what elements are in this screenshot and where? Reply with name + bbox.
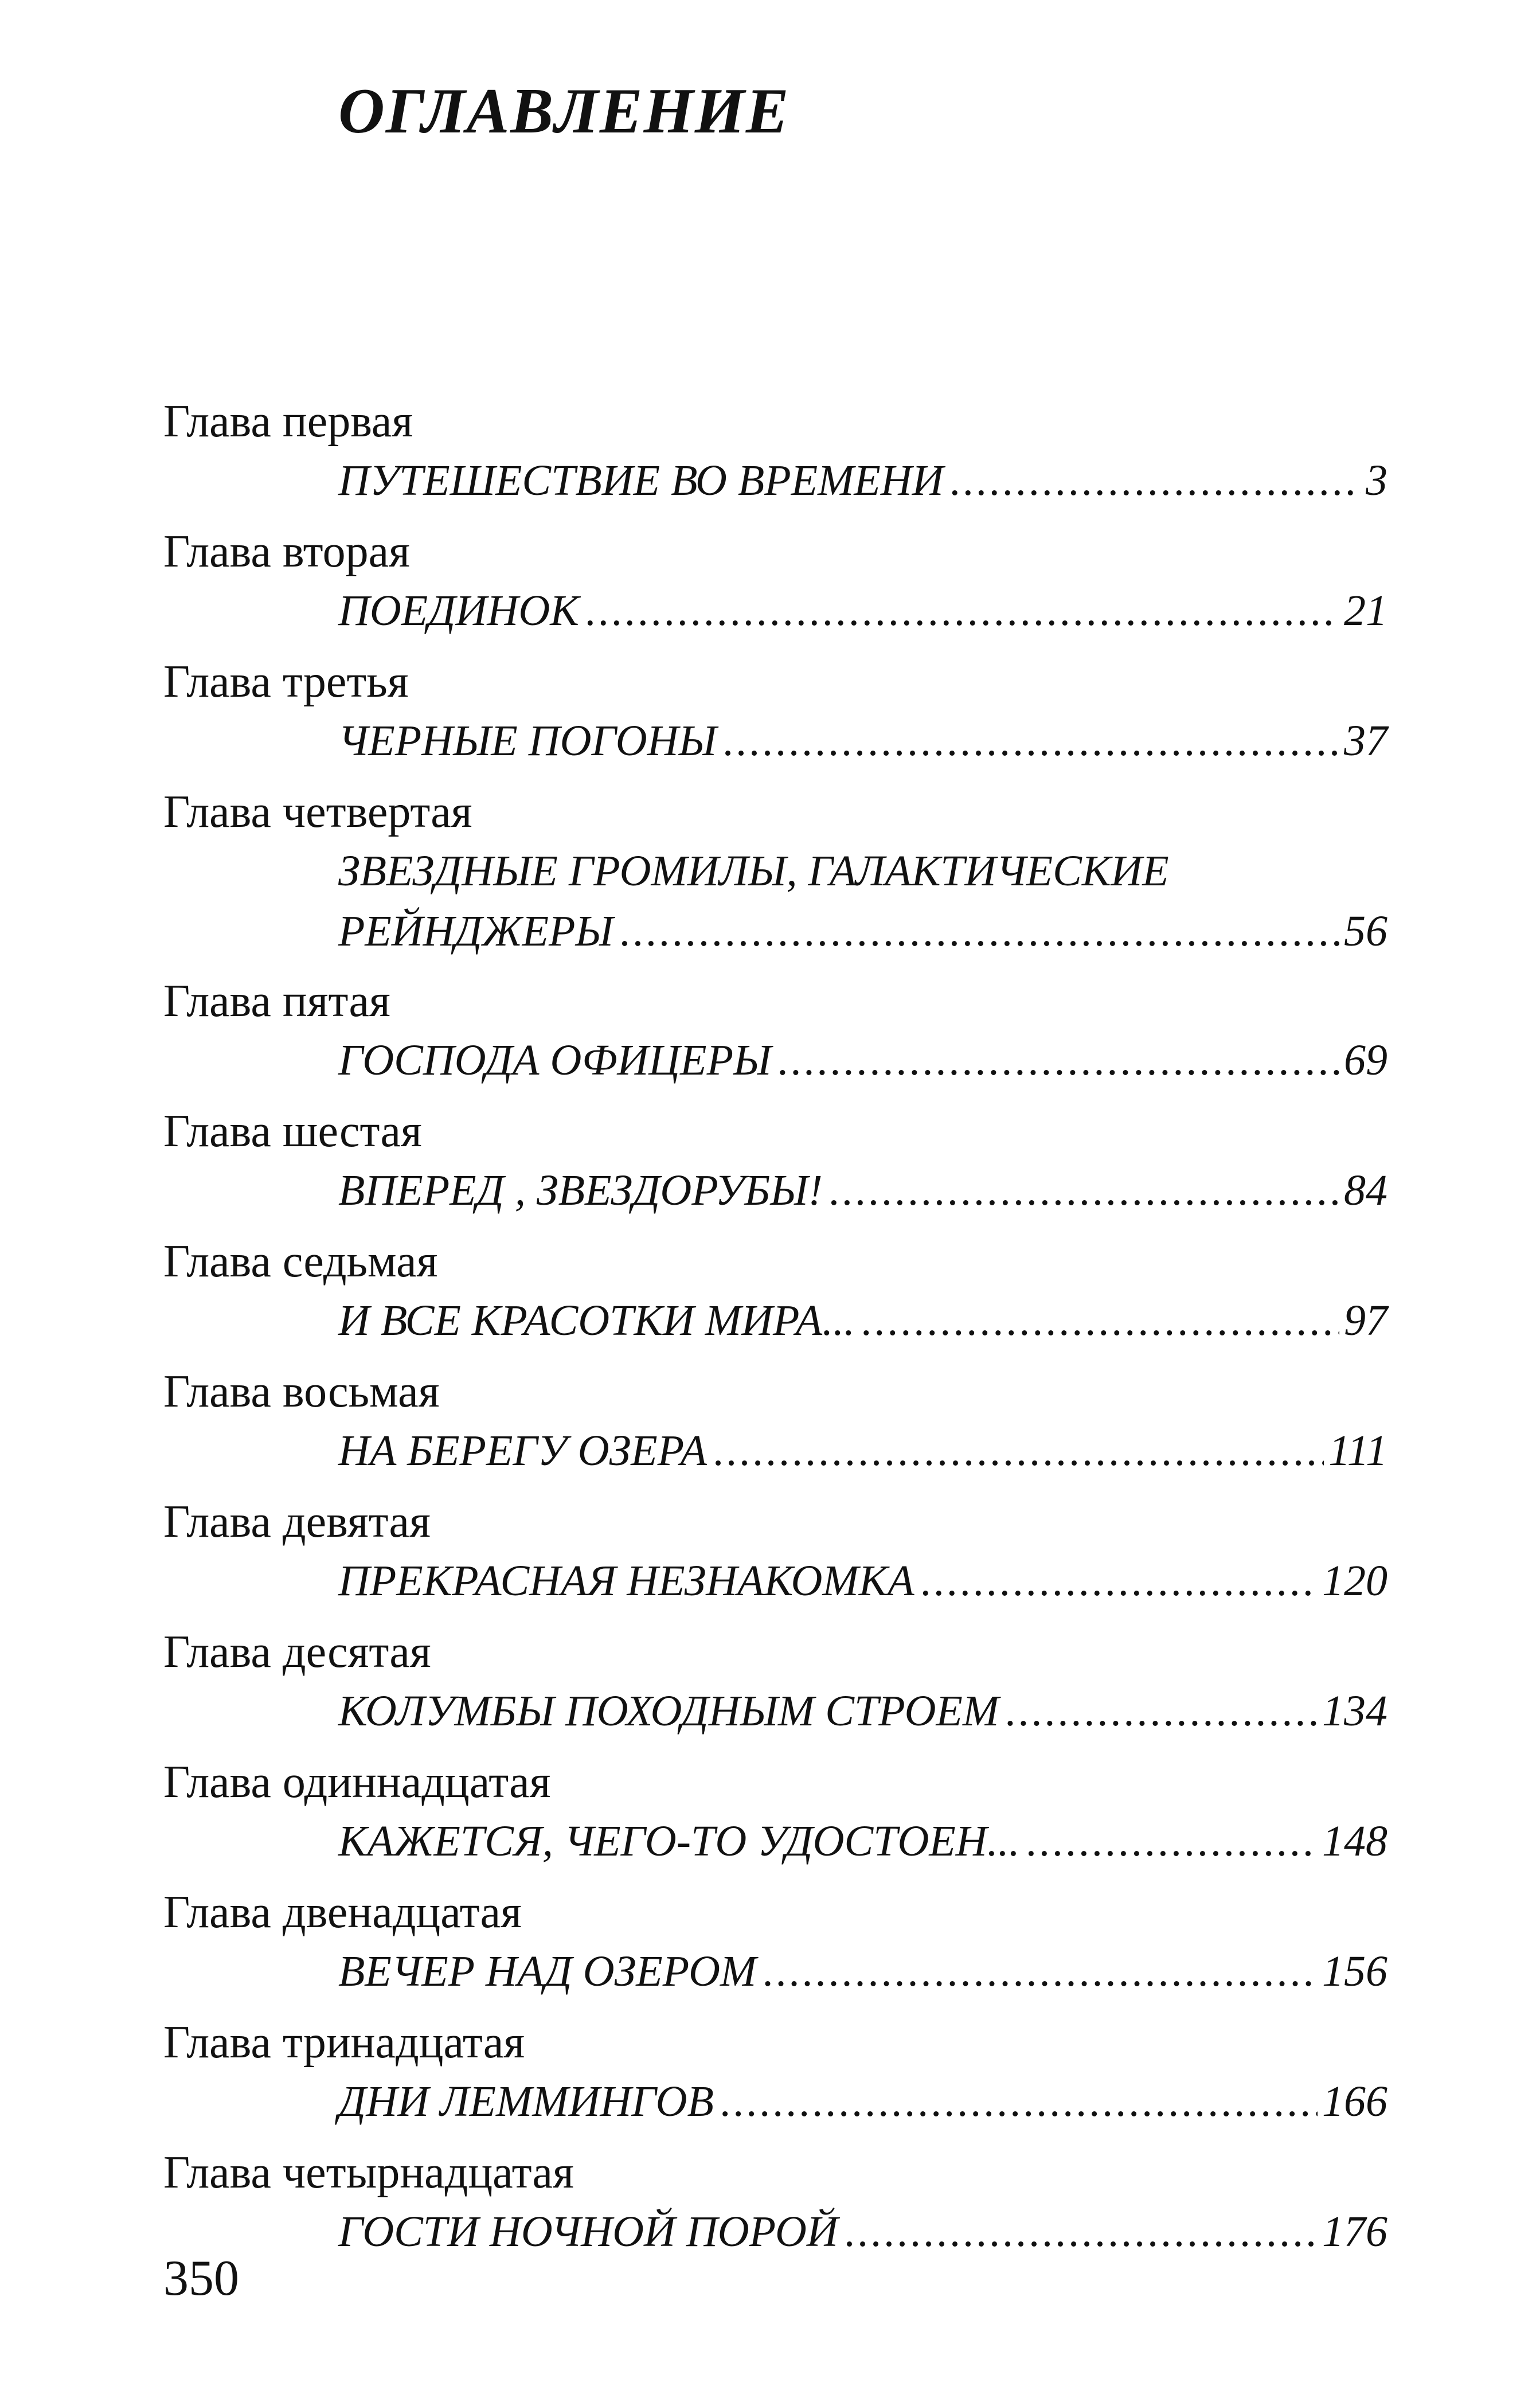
chapter-title-row [338,1819,1387,1863]
chapter-page-number: 56 [1344,907,1387,955]
toc-entry [163,2147,1396,2280]
chapter-title: ПУТЕШЕСТВИЕ ВО ВРЕМЕНИ [338,456,944,505]
toc-entry [163,396,1396,529]
chapter-title: ЧЕРНЫЕ ПОГОНЫ [338,717,717,765]
chapter-title: И ВСЕ КРАСОТКИ МИРА... [338,1296,855,1345]
chapter-title: ПРЕКРАСНАЯ НЕЗНАКОМКА [338,1557,914,1605]
chapter-label: Глава первая [163,396,413,447]
toc-entry [163,2017,1396,2150]
chapter-title-row [338,719,1387,763]
leader-dots [620,909,1339,953]
chapter-label: Глава четвертая [163,787,472,837]
chapter-title: РЕЙНДЖЕРЫ [338,907,613,955]
chapter-title-row [338,1166,1387,1214]
chapter-label: Глава двенадцатая [163,1887,522,1938]
page-title: ОГЛАВЛЕНИЕ [338,76,790,147]
toc-entry [163,1236,1396,1369]
leader-dots [778,1038,1339,1082]
leader-dots [721,2080,1318,2123]
chapter-title-row [338,587,1387,635]
chapter-title-row [338,1296,1387,1345]
page-number: 350 [163,2251,239,2306]
chapter-label: Глава шестая [163,1106,422,1157]
chapter-page-number: 37 [1344,717,1387,765]
chapter-page-number: 176 [1322,2208,1387,2256]
toc-entry [163,1889,1396,2020]
chapter-page-number: 148 [1322,1817,1387,1865]
chapter-page-number: 21 [1344,587,1387,635]
chapter-title: КАЖЕТСЯ, ЧЕГО-ТО УДОСТОЕН... [338,1817,1020,1865]
chapter-label: Глава девятая [163,1497,431,1547]
chapter-page-number: 3 [1366,456,1387,505]
toc-entry [163,1108,1396,1239]
chapter-label: Глава десятая [163,1627,431,1677]
chapter-title-row [338,1689,1387,1733]
leader-dots [1027,1819,1318,1863]
chapter-page-number: 84 [1344,1166,1387,1214]
chapter-title: ГОСПОДА ОФИЦЕРЫ [338,1036,772,1084]
chapter-page-number: 134 [1322,1687,1387,1735]
chapter-title-row [338,1559,1387,1603]
chapter-label: Глава вторая [163,526,410,577]
leader-dots [830,1169,1339,1212]
leader-dots [862,1299,1339,1342]
chapter-label: Глава пятая [163,976,390,1026]
chapter-title: ВЕЧЕР НАД ОЗЕРОМ [338,1947,757,1995]
chapter-label: Глава одиннадцатая [163,1757,551,1807]
chapter-title: ВПЕРЕД , ЗВЕЗДОРУБЫ! [338,1166,823,1214]
chapter-label: Глава восьмая [163,1366,440,1417]
chapter-page-number: 97 [1344,1296,1387,1345]
toc-entry [163,789,1396,978]
leader-dots [845,2210,1318,2253]
toc-entry [163,659,1396,789]
chapter-title-row [338,2208,1387,2256]
toc-entry [163,1629,1396,1759]
leader-dots [714,1429,1324,1472]
chapter-page-number: 111 [1328,1427,1387,1475]
chapter-title-line1: ЗВЕЗДНЫЕ ГРОМИЛЫ, ГАЛАКТИЧЕСКИЕ [338,847,1169,895]
toc-entry [163,1499,1396,1629]
chapter-label: Глава тринадцатая [163,2017,525,2068]
leader-dots [1006,1689,1318,1733]
chapter-page-number: 69 [1344,1036,1387,1084]
toc-entry [163,1759,1396,1889]
chapter-page-number: 156 [1322,1947,1387,1995]
toc-entry [163,978,1396,1108]
table-of-contents [163,396,1396,2280]
chapter-title-row [338,456,1387,505]
chapter-page-number: 120 [1322,1557,1387,1605]
chapter-title: НА БЕРЕГУ ОЗЕРА [338,1427,707,1475]
chapter-title-row [338,1947,1387,1995]
chapter-title: ПОЕДИНОК [338,587,579,635]
chapter-title-row [338,1038,1387,1082]
chapter-title: ДНИ ЛЕММИНГОВ [338,2077,714,2126]
chapter-title-row [338,1427,1387,1475]
leader-dots [763,1950,1318,1993]
chapter-page-number: 166 [1322,2077,1387,2126]
chapter-title: ГОСТИ НОЧНОЙ ПОРОЙ [338,2208,838,2256]
leader-dots [586,589,1339,632]
toc-entry [163,526,1396,659]
chapter-label: Глава четырнадцатая [163,2147,574,2198]
leader-dots [951,459,1361,502]
leader-dots [921,1559,1318,1603]
chapter-title: КОЛУМБЫ ПОХОДНЫМ СТРОЕМ [338,1687,999,1735]
leader-dots [724,719,1339,763]
toc-entry [163,1366,1396,1499]
chapter-title-row [338,2077,1387,2126]
chapter-title-row [338,909,1387,953]
chapter-label: Глава третья [163,657,409,707]
chapter-label: Глава седьмая [163,1236,438,1287]
